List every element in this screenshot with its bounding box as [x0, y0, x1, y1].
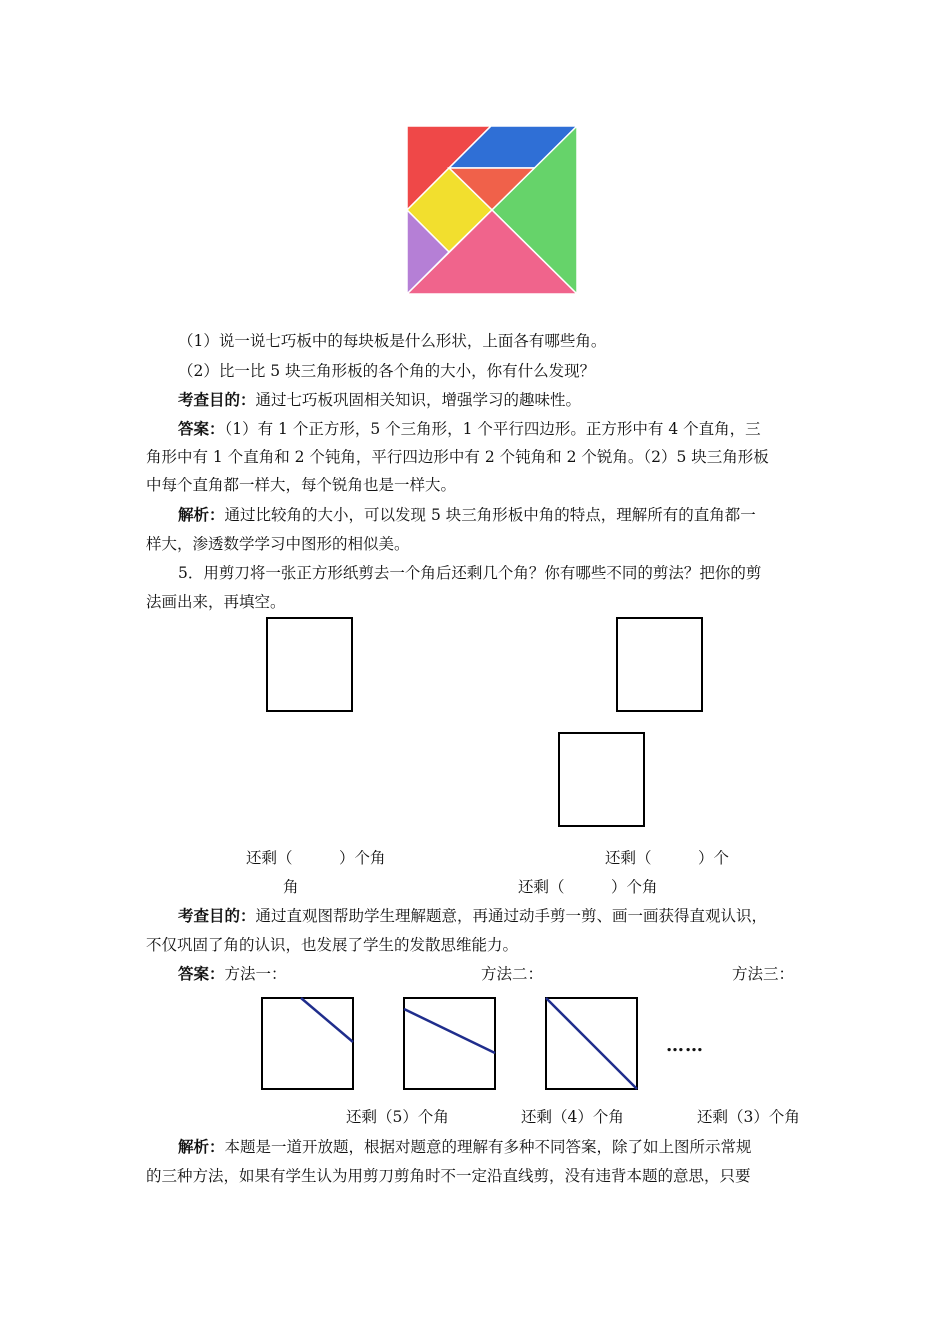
q5-method3: 方法三： — [732, 965, 795, 983]
ellipsis-dots: …… — [666, 1035, 704, 1056]
q5-answer-label: 答案： — [178, 964, 225, 983]
q5-method2: 方法二： — [481, 965, 544, 983]
q4-analysis-text1: 通过比较角的大小，可以发现 5 块三角形板中角的特点，理解所有的直角都一 — [224, 506, 756, 524]
result-method1: 还剩（5）个角 — [346, 1108, 449, 1126]
q5-analysis-line2: 的三种方法，如果有学生认为用剪刀剪角时不一定沿直线剪，没有违背本题的意思，只要 — [146, 1167, 751, 1185]
q4-analysis-line1 — [178, 505, 756, 525]
tangram-figure — [407, 126, 577, 294]
q5-analysis-line1 — [178, 1137, 752, 1157]
fill-blank-1-cont: 角 — [283, 878, 299, 896]
q4-answer-text1: （1）有 1 个正方形，5 个三角形，1 个平行四边形。正方形中有 4 个直角，三 — [224, 420, 761, 438]
q4-answer-line3: 中每个直角都一样大，每个锐角也是一样大。 — [146, 476, 457, 494]
q5-purpose-line1 — [178, 906, 767, 926]
q5-purpose-label: 考查目的： — [178, 906, 256, 925]
q4-part2: （2）比一比 5 块三角形板的各个角的大小，你有什么发现？ — [178, 362, 596, 380]
fill-blank-3: 还剩（ ）个角 — [518, 878, 658, 896]
q4-purpose — [178, 390, 581, 410]
result-method3: 还剩（3）个角 — [697, 1108, 800, 1126]
fill-blank-2: 还剩（ ）个 — [605, 849, 730, 867]
blank-square-3 — [558, 732, 645, 827]
q5-method1: 方法一： — [224, 965, 287, 983]
q5-answer-line — [178, 964, 287, 984]
q4-answer-label: 答案： — [178, 419, 225, 438]
q4-answer-line1 — [178, 419, 761, 439]
q4-analysis-line2: 样大，渗透数学学习中图形的相似美。 — [146, 535, 410, 553]
q4-part1: （1）说一说七巧板中的每块板是什么形状，上面各有哪些角。 — [178, 332, 607, 350]
blank-square-1 — [266, 617, 353, 712]
q4-answer-line2: 角形中有 1 个直角和 2 个钝角，平行四边形中有 2 个钝角和 2 个锐角。（2）5 块三角形板 — [146, 448, 769, 466]
fill-blank-1: 还剩（ ）个角 — [246, 849, 386, 867]
cut-square-method3 — [545, 997, 638, 1090]
q5-analysis-label: 解析： — [178, 1137, 225, 1156]
cut-square-method1 — [261, 997, 354, 1090]
result-method2: 还剩（4）个角 — [521, 1108, 624, 1126]
q5-analysis-text1: 本题是一道开放题，根据对题意的理解有多种不同答案，除了如上图所示常规 — [224, 1138, 752, 1156]
q4-purpose-label: 考查目的： — [178, 390, 256, 409]
q4-analysis-label: 解析： — [178, 505, 225, 524]
blank-square-2 — [616, 617, 703, 712]
q5-stem-line1: 5．用剪刀将一张正方形纸剪去一个角后还剩几个角？你有哪些不同的剪法？把你的剪 — [178, 564, 762, 582]
q5-purpose-line2: 不仅巩固了角的认识，也发展了学生的发散思维能力。 — [146, 936, 519, 954]
q4-purpose-text: 通过七巧板巩固相关知识，增强学习的趣味性。 — [255, 391, 582, 409]
q5-stem-line2: 法画出来，再填空。 — [146, 593, 286, 611]
cut-square-method2 — [403, 997, 496, 1090]
q5-purpose-text1: 通过直观图帮助学生理解题意，再通过动手剪一剪、画一画获得直观认识， — [255, 907, 768, 925]
